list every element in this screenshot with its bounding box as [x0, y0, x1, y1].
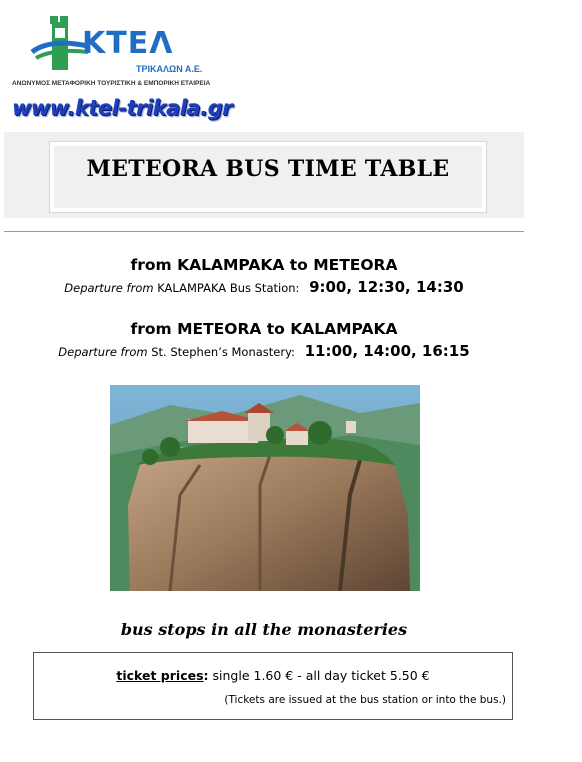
logo-city-text: ΤΡΙΚΑΛΩΝ Α.Ε.: [136, 64, 203, 74]
ticket-prices-box: [33, 652, 513, 720]
stops-note: bus stops in all the monasteries: [120, 620, 408, 639]
page-title: METEORA BUS TIME TABLE: [86, 156, 450, 182]
route-departure-outbound: [0, 278, 528, 296]
logo-brand-text: KTEΛ: [82, 26, 174, 61]
departure-times: 9:00, 12:30, 14:30: [309, 278, 464, 296]
title-box: [50, 142, 486, 212]
departure-label: Departure from: [58, 345, 148, 359]
ktel-logo: [10, 12, 232, 122]
ticket-issue-note: (Tickets are issued at the bus station or into the bus.): [224, 694, 506, 706]
ticket-prices-label: ticket prices: [116, 668, 204, 683]
logo-company-text: ΑΝΩΝΥΜΟΣ ΜΕΤΑΦΟΡΙΚΗ ΤΟΥΡΙΣΤΙΚΗ & ΕΜΠΟΡΙΚΗ ΕΤΑΙΡΕΙΑ: [12, 80, 211, 87]
route-heading-outbound: from KALAMPAKA to METEORA: [130, 256, 398, 274]
route-heading-return: from METEORA to KALAMPAKA: [130, 320, 398, 338]
departure-label: Departure from: [64, 281, 154, 295]
ticket-prices-colon: :: [203, 668, 209, 683]
departure-place: St. Stephen’s Monastery:: [151, 345, 295, 359]
meteora-monastery-photo: [110, 385, 420, 591]
divider: [4, 231, 524, 232]
ticket-prices-values: single 1.60 € - all day ticket 5.50 €: [208, 668, 430, 683]
departure-times: 11:00, 14:00, 16:15: [304, 342, 470, 360]
ktel-tower-logo-icon: [30, 12, 90, 78]
departure-place: KALAMPAKA Bus Station:: [157, 281, 300, 295]
website-link[interactable]: www.ktel-trikala.gr: [12, 96, 232, 120]
title-band: [4, 132, 524, 218]
ticket-prices-line: [34, 668, 512, 683]
route-departure-return: [0, 342, 528, 360]
